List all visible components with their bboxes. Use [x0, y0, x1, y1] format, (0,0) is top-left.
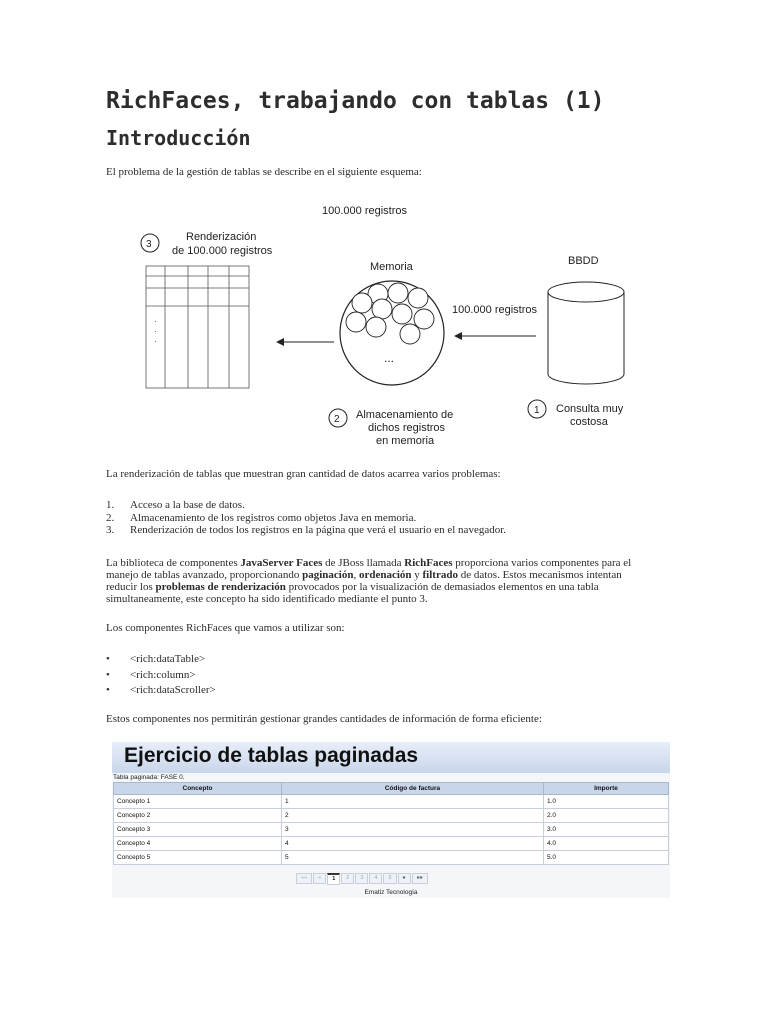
table-row: Concepto 1 1 1.0 — [114, 795, 669, 809]
table-row: Concepto 4 4 4.0 — [114, 837, 669, 851]
table-row: Concepto 3 3 3.0 — [114, 823, 669, 837]
pager-page-1[interactable]: 1 — [327, 873, 340, 885]
list-item: • <rich:column> — [106, 668, 196, 681]
pager-next-button[interactable]: » — [398, 873, 411, 884]
section-heading: Introducción — [106, 126, 251, 150]
column-header-importe[interactable]: Importe — [544, 783, 669, 795]
screenshot-header — [112, 742, 670, 773]
table-row: Concepto 2 2 2.0 — [114, 809, 669, 823]
pager-last-button[interactable]: »» — [412, 873, 428, 884]
step3-number: 3 — [146, 239, 152, 250]
step2-label-line3: en memoria — [376, 435, 435, 447]
page-title: RichFaces, trabajando con tablas (1) — [106, 88, 605, 114]
closing-paragraph: Estos componentes nos permitirán gestionar grandes cantidades de información de forma eficiente: — [106, 713, 542, 725]
list-item: • <rich:dataScroller> — [106, 684, 216, 696]
memory-label: Memoria — [370, 261, 413, 273]
arrow-label: 100.000 registros — [452, 304, 537, 316]
rendered-table-drawing — [146, 266, 249, 388]
pager-page-4[interactable]: 4 — [369, 873, 382, 884]
table-screenshot — [112, 742, 670, 898]
step2-label-line1: Almacenamiento de — [356, 409, 454, 421]
list-item: 1. Acceso a la base de datos. — [106, 499, 245, 511]
step1-label-line1: Consulta muy — [556, 403, 624, 415]
arrow-to-memory — [454, 332, 462, 340]
step2-label-line2: dichos registros — [368, 422, 446, 434]
pager-first-button[interactable]: «« — [296, 873, 312, 884]
problems-intro: La renderización de tablas que muestran gran cantidad de datos acarrea varios problemas: — [106, 468, 501, 480]
records-diagram — [106, 196, 666, 456]
table-caption: Tabla paginada: FASE 0. — [113, 774, 185, 781]
intro-paragraph: El problema de la gestión de tablas se describe en el siguiente esquema: — [106, 166, 422, 178]
column-header-codigo[interactable]: Código de factura — [282, 783, 544, 795]
table-dot-1: · — [154, 317, 157, 326]
column-header-concepto[interactable]: Concepto — [114, 783, 282, 795]
database-cylinder — [548, 282, 624, 384]
db-label: BBDD — [568, 255, 599, 267]
table-dot-3: · — [154, 337, 157, 346]
problems-list — [106, 499, 506, 537]
data-scroller — [296, 873, 429, 884]
table-row: Concepto 5 5 5.0 — [114, 851, 669, 865]
step2-number: 2 — [334, 414, 340, 425]
arrow-to-table — [276, 338, 284, 346]
step1-label-line2: costosa — [570, 416, 608, 428]
step1-number: 1 — [534, 405, 540, 416]
step3-label-line2: de 100.000 registros — [172, 245, 273, 257]
table-dot-2: · — [154, 327, 157, 336]
screenshot-title: Ejercicio de tablas paginadas — [124, 744, 419, 767]
memory-ellipsis: ... — [384, 351, 395, 365]
list-item: • <rich:dataTable> — [106, 653, 206, 665]
pager-page-3[interactable]: 3 — [355, 873, 368, 884]
richfaces-paragraph: La biblioteca de componentes JavaServer Faces de JBoss llamada RichFaces proporciona varios componentes para el manejo de tablas avanzado, proporcionando paginación, ordenación y filtrado de datos. Estos mecanismos intentan reducir los problemas de renderización provocados por la visualización de demasiados elementos en una tabla simultaneamente, este concepto ha sido identificado mediante el punto 3. — [106, 557, 632, 605]
components-list — [106, 652, 216, 699]
step3-label-line1: Renderización — [186, 231, 257, 243]
diagram-top-label: 100.000 registros — [322, 205, 407, 217]
list-item: 2. Almacenamiento de los registros como objetos Java en memoria. — [106, 511, 417, 524]
pager-prev-button[interactable]: « — [313, 873, 326, 884]
list-item: 3. Renderización de todos los registros en la página que verá el usuario en el navegador. — [106, 524, 507, 536]
screenshot-footer: Ematiz Tecnología — [364, 889, 418, 896]
pager-page-5[interactable]: 5 — [383, 873, 396, 884]
paginated-table — [113, 782, 669, 865]
components-intro: Los componentes RichFaces que vamos a utilizar son: — [106, 622, 345, 634]
pager-page-2[interactable]: 2 — [341, 873, 354, 884]
